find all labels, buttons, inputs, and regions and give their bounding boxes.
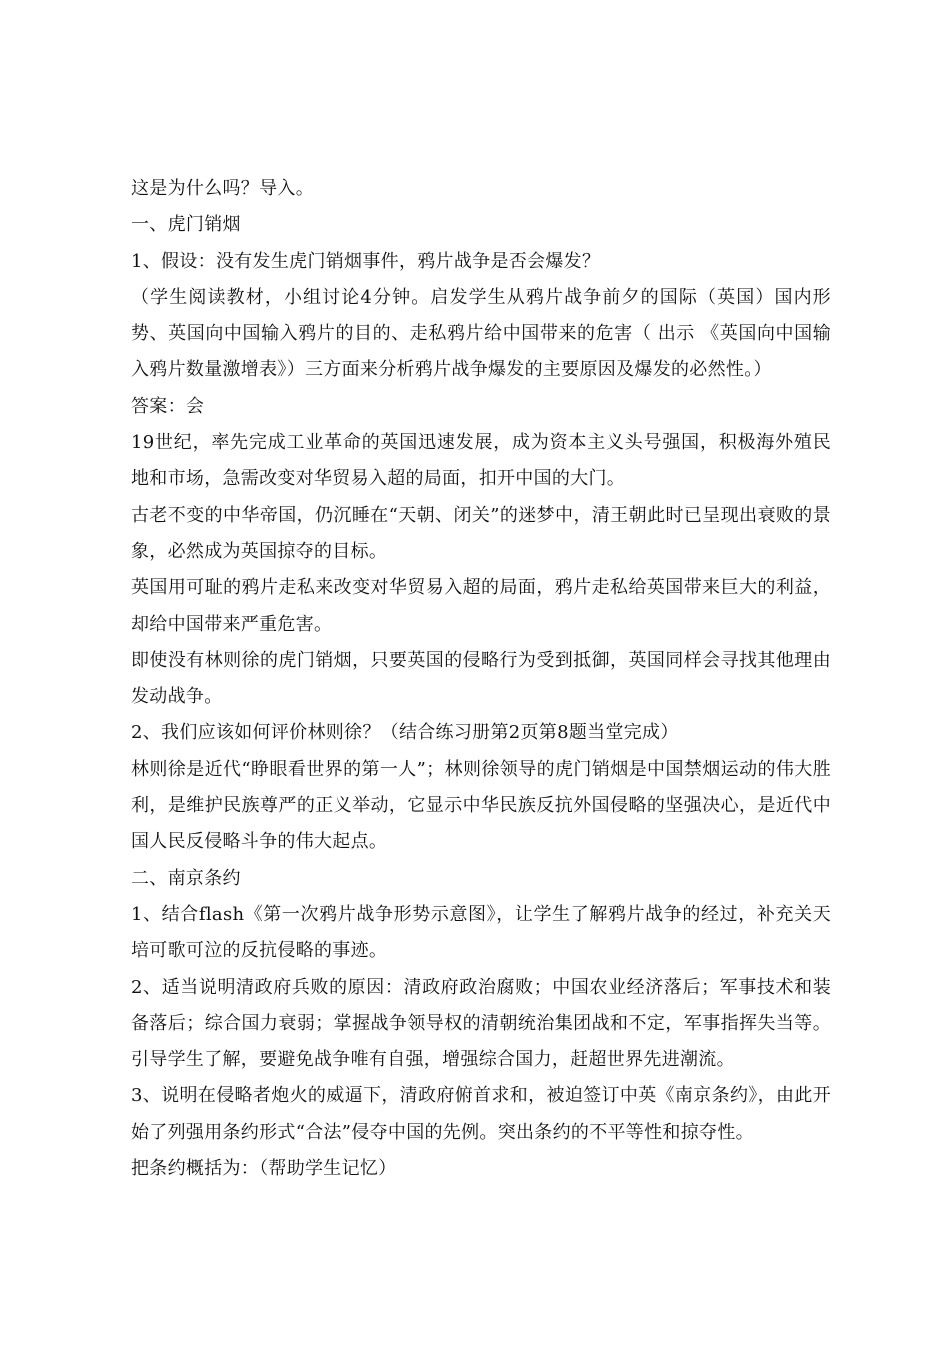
paragraph-war-inevitable: 即使没有林则徐的虎门销烟，只要英国的侵略行为受到抵御，英国同样会寻找其他理由发动战争。 — [131, 649, 831, 708]
item-2-defeat-reasons: 2、适当说明清政府兵败的原因：清政府政治腐败；中国农业经济落后；军事技术和装备落后；综合国力衰弱；掌握战争领导权的清朝统治集团战和不定，军事指挥失当等。引导学生了解，要避免战争唯有自强，增强综合国力，赶超世界先进潮流。 — [131, 976, 831, 1071]
paragraph-discussion: （学生阅读教材，小组讨论4分钟。启发学生从鸦片战争前夕的国际（英国）国内形势、英国向中国输入鸦片的目的、走私鸦片给中国带来的危害（ 出示 《英国向中国输入鸦片数量激增表》）三方面来分析鸦片战争爆发的主要原因及爆发的必然性。） — [131, 286, 831, 381]
paragraph-lin-zexu: 林则徐是近代“睁眼看世界的第一人”；林则徐领导的虎门销烟是中国禁烟运动的伟大胜利，是维护民族尊严的正义举动，它显示中华民族反抗外国侵略的坚强决心，是近代中国人民反侵略斗争的伟大起点。 — [131, 758, 831, 853]
paragraph-opium-smuggling: 英国用可耻的鸦片走私来改变对华贸易入超的局面，鸦片走私给英国带来巨大的利益，却给中国带来严重危害。 — [131, 577, 831, 635]
item-3-treaty: 3、说明在侵略者炮火的威逼下，清政府俯首求和，被迫签订中英《南京条约》，由此开始了列强用条约形式“合法”侵夺中国的先例。突出条约的不平等性和掠夺性。 — [131, 1085, 831, 1143]
section-heading-nanjing: 二、南京条约 — [131, 867, 241, 889]
paragraph-qing: 古老不变的中华帝国，仍沉睡在“天朝、闭关”的迷梦中，清王朝此时已呈现出衰败的景象，必然成为英国掠夺的目标。 — [131, 504, 831, 562]
paragraph-intro: 这是为什么吗？导入。 — [131, 178, 314, 199]
item-1-flash: 1、结合flash《第一次鸦片战争形势示意图》，让学生了解鸦片战争的经过，补充关天培可歌可泣的反抗侵略的事迹。 — [131, 903, 831, 962]
paragraph-britain: 19世纪，率先完成工业革命的英国迅速发展，成为资本主义头号强国，积极海外殖民地和市场，急需改变对华贸易入超的局面，扣开中国的大门。 — [131, 432, 831, 490]
document-body — [131, 171, 831, 1187]
question-1: 1、假设：没有发生虎门销烟事件，鸦片战争是否会爆发？ — [131, 250, 601, 272]
section-heading-humen: 一、虎门销烟 — [131, 214, 241, 236]
answer-label: 答案：会 — [131, 395, 205, 417]
paragraph-summary: 把条约概括为：（帮助学生记忆） — [131, 1158, 397, 1180]
question-2: 2、我们应该如何评价林则徐？（结合练习册第2页第8题当堂完成） — [131, 722, 679, 744]
